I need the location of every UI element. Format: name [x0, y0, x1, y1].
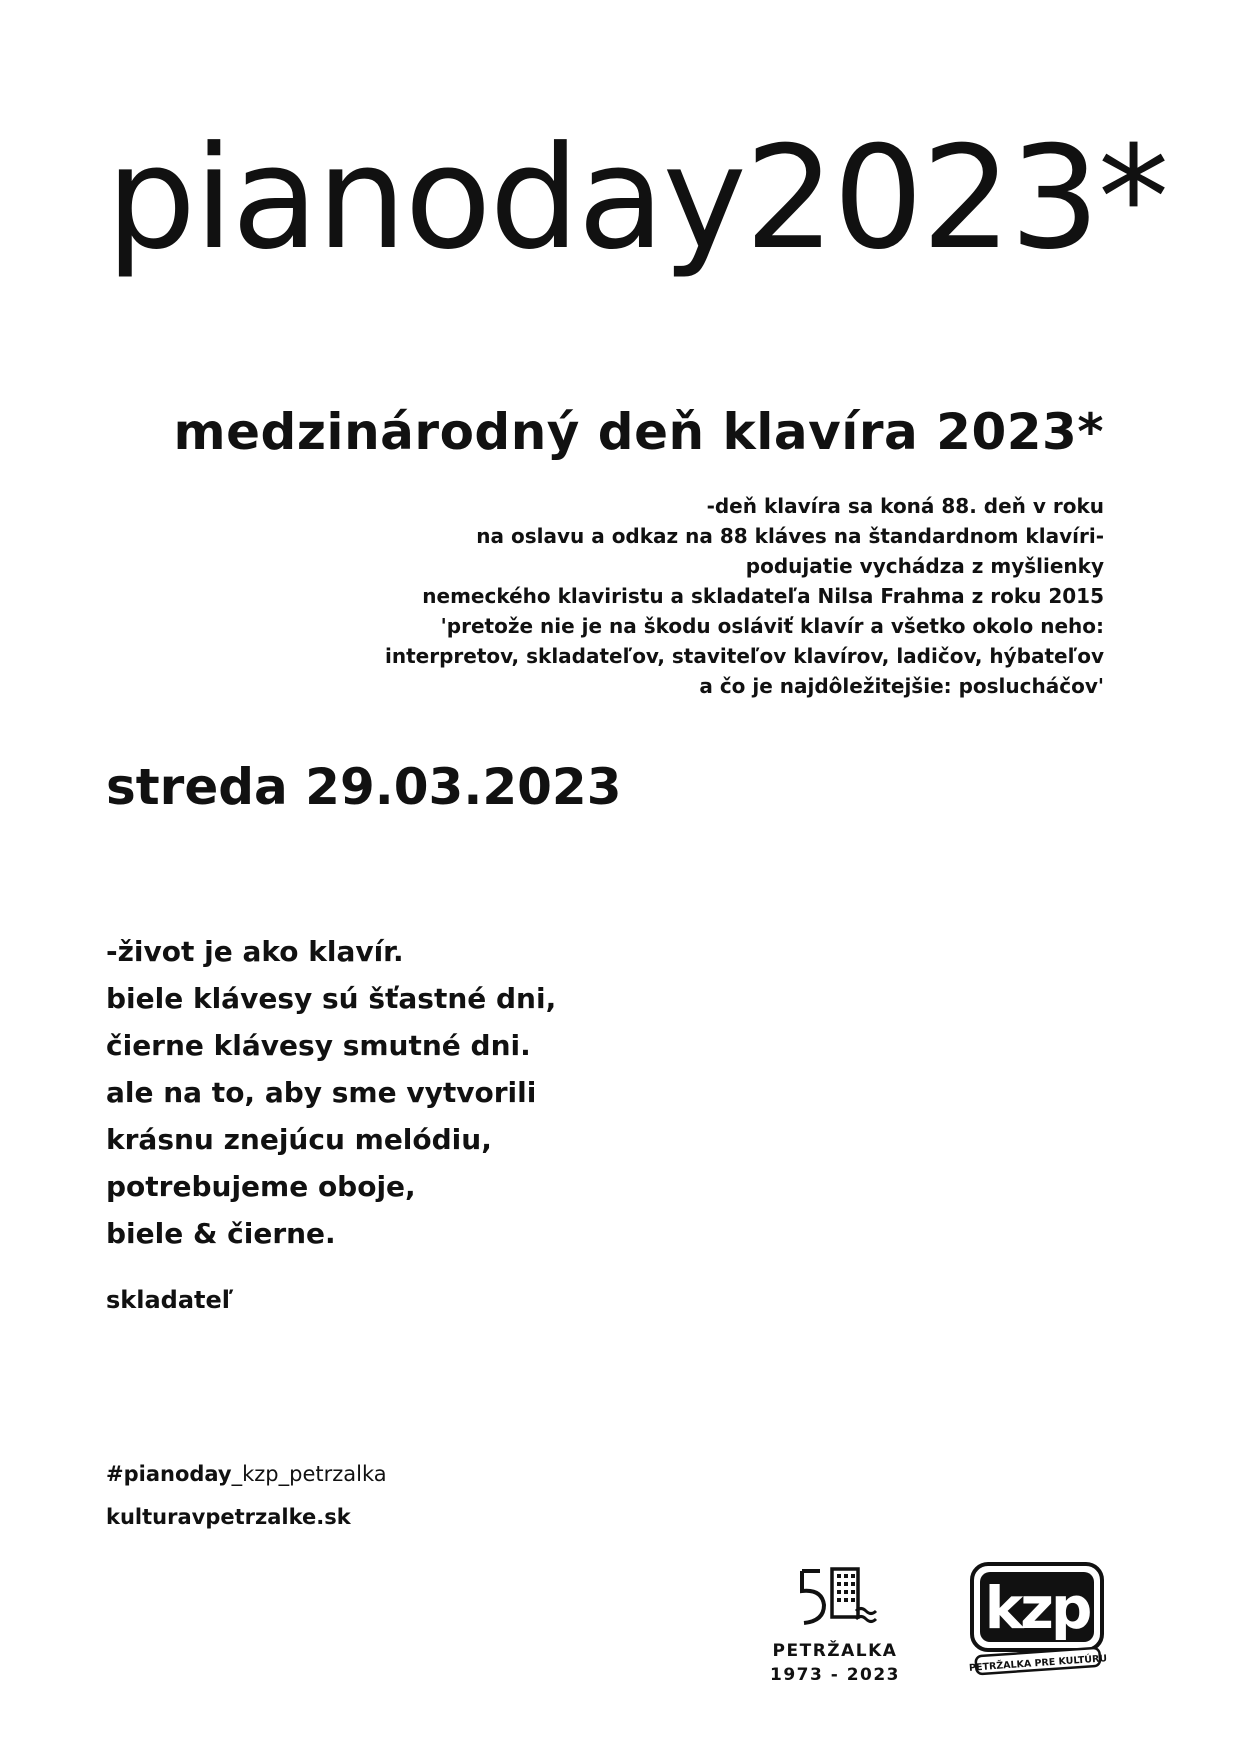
quote-line: -život je ako klavír.	[106, 935, 404, 968]
intro-line: podujatie vychádza z myšlienky	[745, 554, 1104, 578]
intro-line: na oslavu a odkaz na 88 kláves na štandardnom klavíri-	[476, 524, 1104, 548]
website-link[interactable]: kulturavpetrzalke.sk	[106, 1505, 351, 1529]
intro-line: interpretov, skladateľov, staviteľov klavírov, ladičov, hýbateľov	[385, 644, 1104, 668]
intro-line: -deň klavíra sa koná 88. deň v roku	[706, 494, 1104, 518]
hashtag-rest: _kzp_petrzalka	[231, 1462, 387, 1486]
intro-line: nemeckého klaviristu a skladateľa Nilsa Frahma z roku 2015	[422, 584, 1104, 608]
quote-line: biele klávesy sú šťastné dni,	[106, 982, 557, 1015]
petrzalka-emblem-icon	[760, 1565, 910, 1635]
quote-line: potrebujeme oboje,	[106, 1170, 416, 1203]
quote-line: biele & čierne.	[106, 1217, 336, 1250]
intro-line: a čo je najdôležitejšie: poslucháčov'	[699, 674, 1104, 698]
quote-line: krásnu znejúcu melódiu,	[106, 1123, 492, 1156]
event-date: streda 29.03.2023	[106, 758, 622, 816]
hashtag-bold: #pianoday	[106, 1462, 232, 1486]
kzp-tagline: PETRŽALKA PRE KULTÚRU	[968, 1653, 1108, 1674]
petrzalka-years: 1973 - 2023	[769, 1665, 901, 1685]
quote-line: čierne klávesy smutné dni.	[106, 1029, 531, 1062]
petrzalka-name: PETRŽALKA	[772, 1641, 898, 1661]
hashtag	[106, 1462, 387, 1486]
quote-author: skladateľ	[106, 1286, 234, 1314]
intro-text	[385, 491, 1104, 701]
kzp-emblem-icon	[968, 1560, 1108, 1680]
petrzalka-logo	[760, 1565, 910, 1685]
kzp-mark: kzp	[984, 1574, 1090, 1642]
intro-line: 'pretože nie je na škodu osláviť klavír a všetko okolo neho:	[440, 614, 1104, 638]
quote-line: ale na to, aby sme vytvorili	[106, 1076, 537, 1109]
quote-block	[106, 928, 556, 1257]
page-title: pianoday2023*	[106, 116, 1168, 281]
event-subtitle: medzinárodný deň klavíra 2023*	[173, 403, 1104, 461]
kzp-logo	[968, 1560, 1108, 1680]
